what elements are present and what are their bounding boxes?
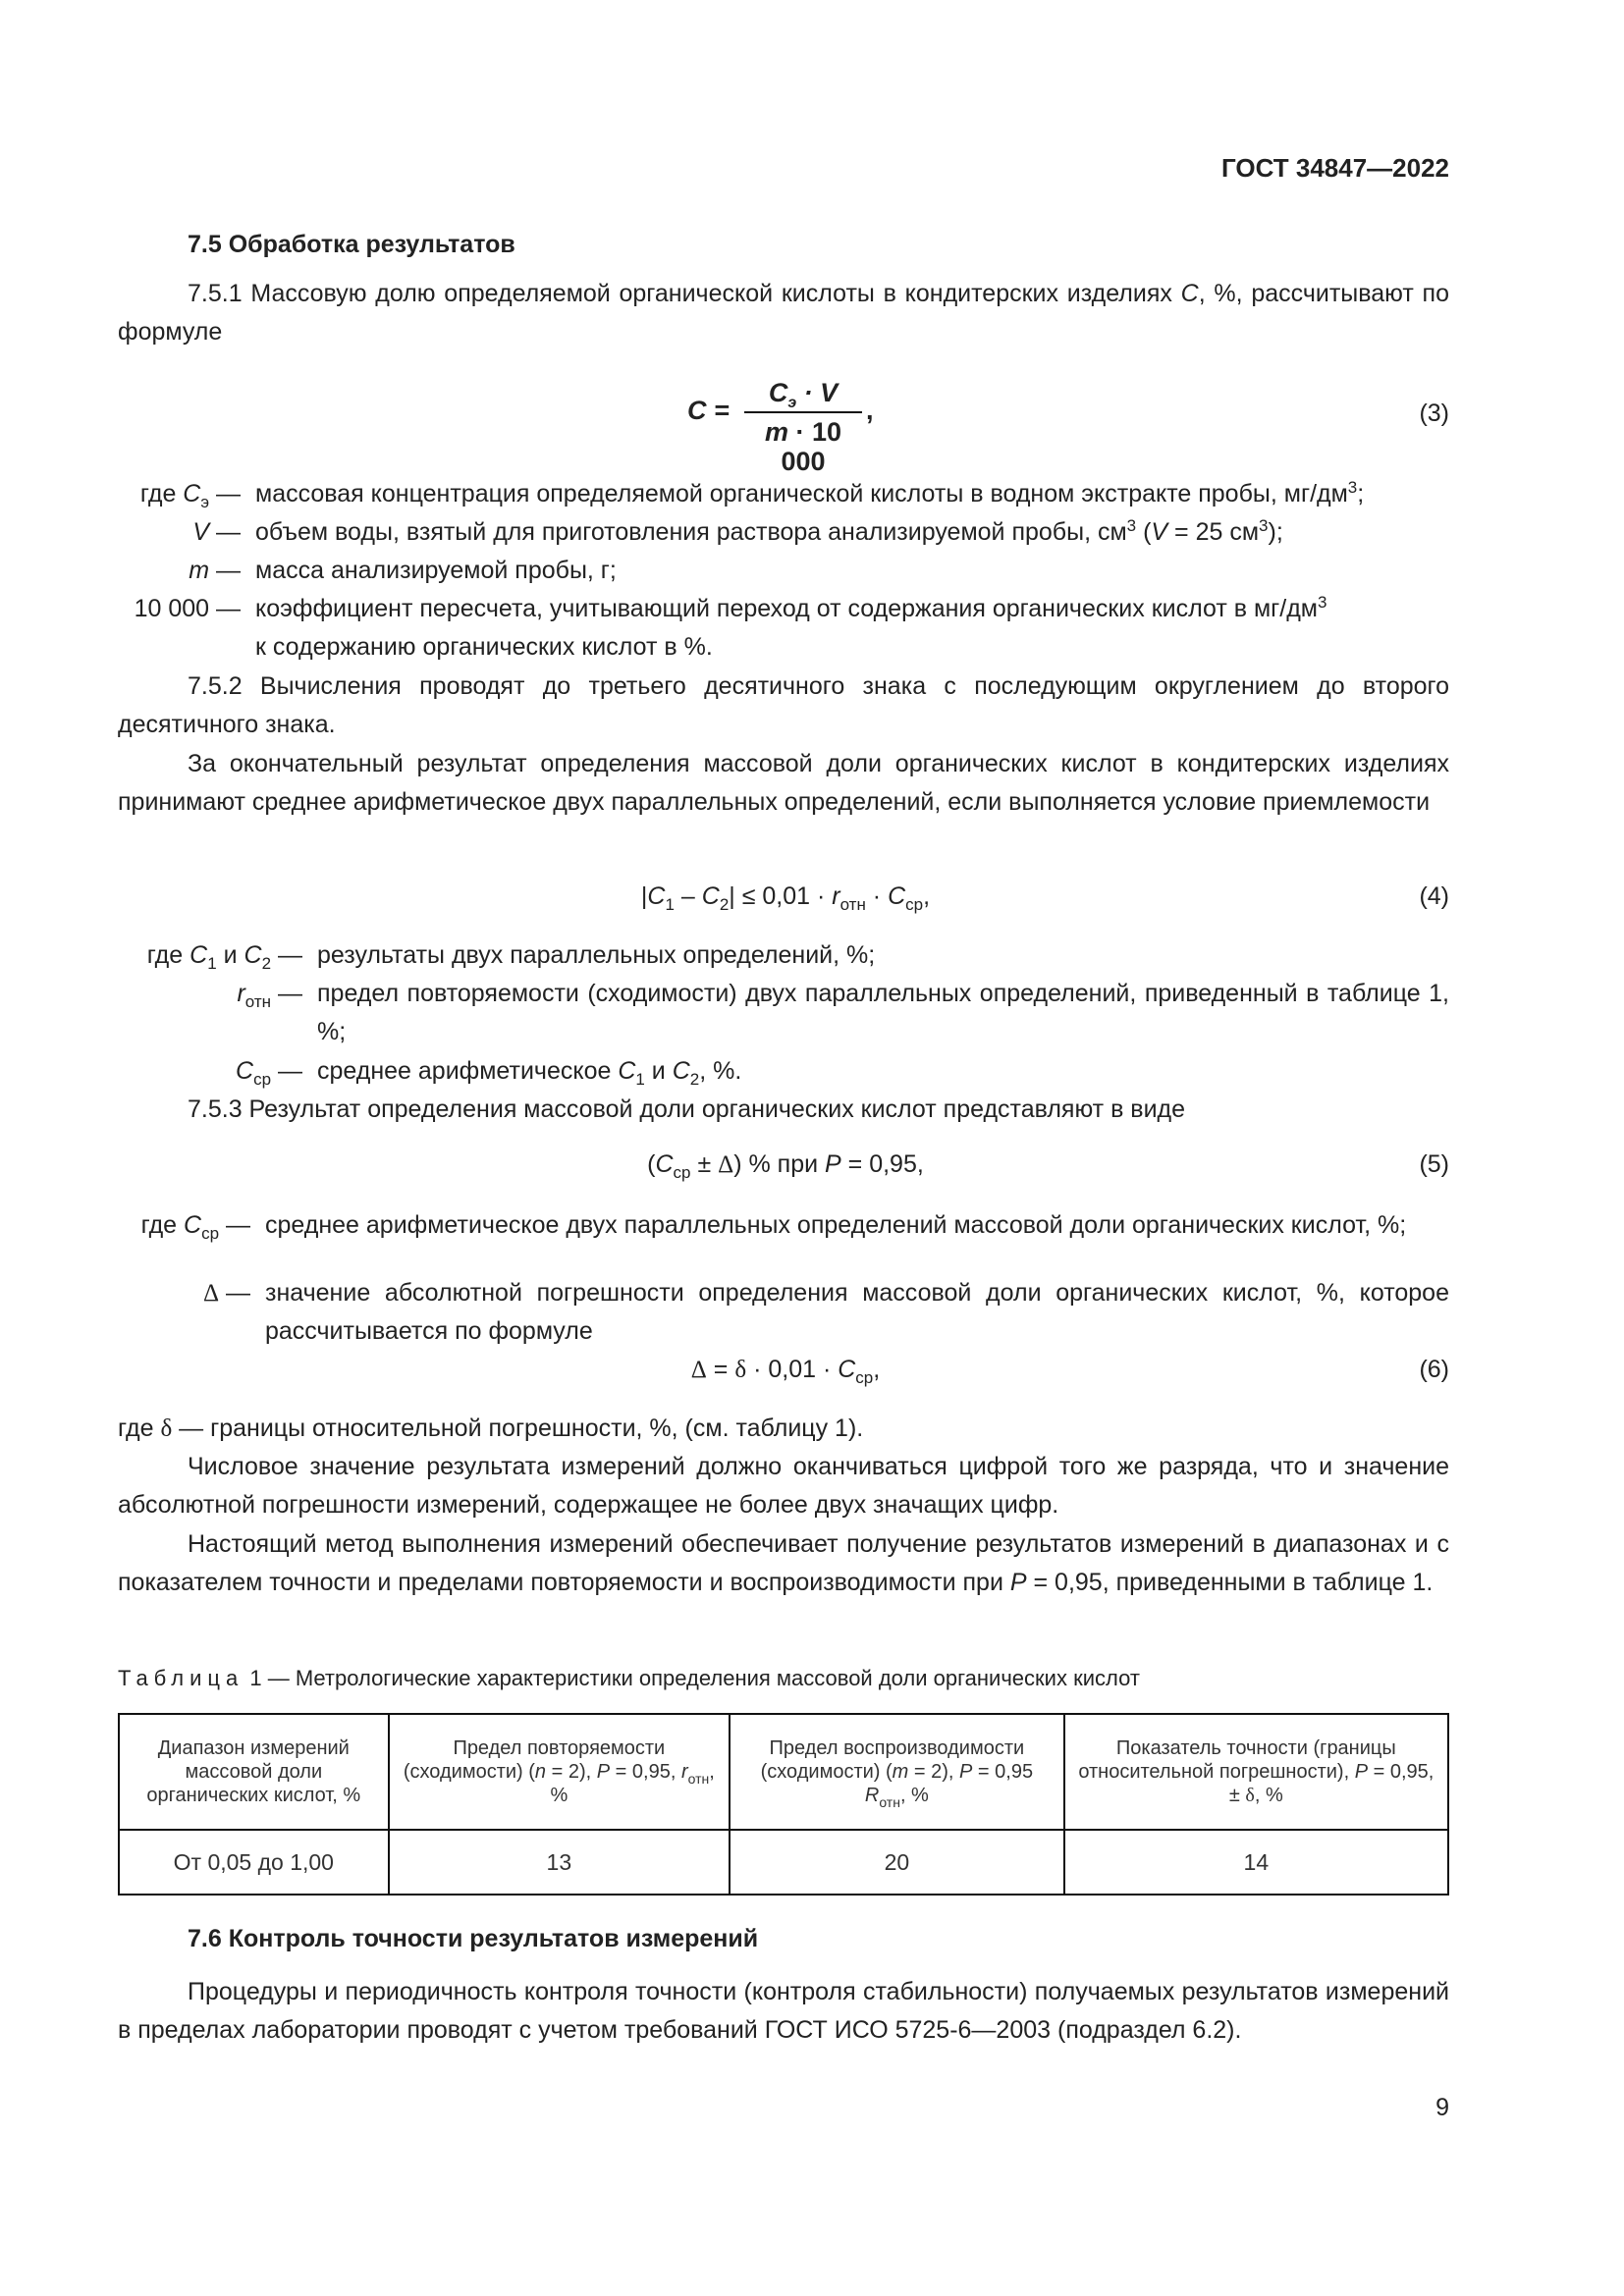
def-text-rotn: предел повторяемости (сходимости) двух параллельных определений, приведенный в таблице 1, %; [317, 980, 1449, 1045]
formula-3-lhs: C = [687, 396, 730, 425]
table-cell-reproducibility: 20 [730, 1830, 1064, 1895]
section-heading-7-5: 7.5 Обработка результатов [188, 231, 515, 258]
paragraph-method: Настоящий метод выполнения измерений обеспечивает получение результатов измерений в диапазонах и с показателем точности и пределами повторяемости и воспроизводимости при P = 0,95, приведенными в таблице 1. [118, 1530, 1449, 1596]
formula-4: $|C_1 - C_2| \le 0,01 \cdot r_{отн} \cdot C_{ср}$, [640, 882, 931, 914]
formula-3-denominator: m · 10 000 [764, 417, 842, 476]
paragraph-7-6: Процедуры и периодичность контроля точности (контроля стабильности) получаемых результатов измерений в пределах лаборатории проводят с учетом требований ГОСТ ИСО 5725-6—2003 (подраздел 6.2). [118, 1978, 1449, 2044]
def-delta-small: где δ — границы относительной погрешности, %, (см. таблицу 1). [118, 1415, 864, 1442]
table-cell-repeatability: 13 [389, 1830, 730, 1895]
def-term-v: V — [192, 518, 241, 546]
table-cell-accuracy: 14 [1064, 1830, 1448, 1895]
table-header-repeatability: Предел повторяемости (сходимости) (n = 2), P = 0,95, $r_{отн}$, % [389, 1714, 730, 1830]
table-1-caption-text: 1 — Метрологические характеристики определения массовой доли органических кислот [249, 1666, 1140, 1690]
def-term-delta: Δ — [202, 1279, 250, 1307]
document-id: ГОСТ 34847—2022 [1221, 153, 1449, 183]
table-1-caption-label: Таблица [118, 1666, 244, 1690]
paragraph-7-5-2: 7.5.2 Вычисления проводят до третьего десятичного знака с последующим округлением до второго десятичного знака. [118, 672, 1449, 738]
table-row [119, 1830, 1448, 1895]
def-term-ccp2: где $C_{ср}$ — [140, 1211, 250, 1243]
formula-5-number: (5) [1419, 1150, 1449, 1178]
table-header-row [119, 1714, 1448, 1830]
table-1 [118, 1713, 1449, 1896]
def-term-10000: 10 000 — [134, 595, 241, 622]
def-term-rotn: $r_{отн}$ — [237, 980, 302, 1011]
formula-3-fraction-bar [744, 411, 862, 413]
paragraph-numeric-value: Числовое значение результата измерений должно оканчиваться цифрой того же разряда, что и значение абсолютной погрешности измерений, содержащее не более двух значащих цифр. [118, 1453, 1449, 1519]
section-heading-7-6: 7.6 Контроль точности результатов измерений [188, 1925, 759, 1952]
table-header-accuracy: Показатель точности (границы относительной погрешности), P = 0,95, ± δ, % [1064, 1714, 1448, 1830]
formula-3-numerator: $C_э \cdot V$ [768, 378, 839, 411]
def-text-c1c2: результаты двух параллельных определений, %; [317, 941, 876, 969]
table-1-caption [118, 1659, 1449, 1697]
paragraph-7-5-1: 7.5.1 Массовую долю определяемой органической кислоты в кондитерских изделиях С, %, рассчитывают по формуле [118, 280, 1450, 346]
def-text-delta: значение абсолютной погрешности определения массовой доли органических кислот, %, которое рассчитывается по формуле [265, 1279, 1449, 1345]
def-term-ccp: $C_{ср}$ — [236, 1057, 302, 1089]
formula-6: $\Delta = \delta \cdot 0,01 \cdot C_{ср}$, [690, 1356, 881, 1387]
formula-3-number: (3) [1419, 400, 1449, 427]
def-term-m: m — [189, 557, 241, 584]
page-number: 9 [1435, 2094, 1449, 2121]
paragraph-7-5-3: 7.5.3 Результат определения массовой доли органических кислот представляют в виде [188, 1095, 1186, 1123]
table-header-reproducibility: Предел воспроизводимости (сходимости) (m = 2), P = 0,95 $R_{отн}$, % [730, 1714, 1064, 1830]
formula-6-number: (6) [1419, 1356, 1449, 1383]
formula-5: $(C_{ср} \pm \Delta)$ % при P = 0,95, [647, 1150, 924, 1182]
formula-4-number: (4) [1419, 882, 1449, 910]
def-text-ccp2: среднее арифметическое двух параллельных определений массовой доли органических кислот, %; [265, 1211, 1407, 1239]
table-header-range: Диапазон измерений массовой доли органических кислот, % [119, 1714, 389, 1830]
def-text-v: объем воды, взятый для приготовления раствора анализируемой пробы, $см^3$ (V = 25 $см^3$); [255, 516, 1283, 546]
formula-3-comma: , [866, 396, 874, 425]
def-term-ce: где $C_э$ — [139, 480, 241, 511]
def-text-ce: массовая концентрация определяемой органической кислоты в водном экстракте пробы, $мг/дм^3$; [255, 478, 1365, 507]
def-text-m: масса анализируемой пробы, г; [255, 557, 617, 584]
table-cell-range: От 0,05 до 1,00 [119, 1830, 389, 1895]
def-term-c1c2: где $C_1$ и $C_2$ — [146, 941, 302, 973]
def-text-ccp: среднее арифметическое $C_1$ и $C_2$, %. [317, 1057, 742, 1089]
paragraph-final-result: За окончательный результат определения массовой доли органических кислот в кондитерских изделиях принимают среднее арифметическое двух параллельных определений, если выполняется условие приемлемости [118, 750, 1449, 816]
formula-3 [687, 378, 913, 476]
def-text-10000: коэффициент пересчета, учитывающий переход от содержания органических кислот в $мг/дм^3$ к содержанию органических кислот в %. [255, 593, 1327, 661]
